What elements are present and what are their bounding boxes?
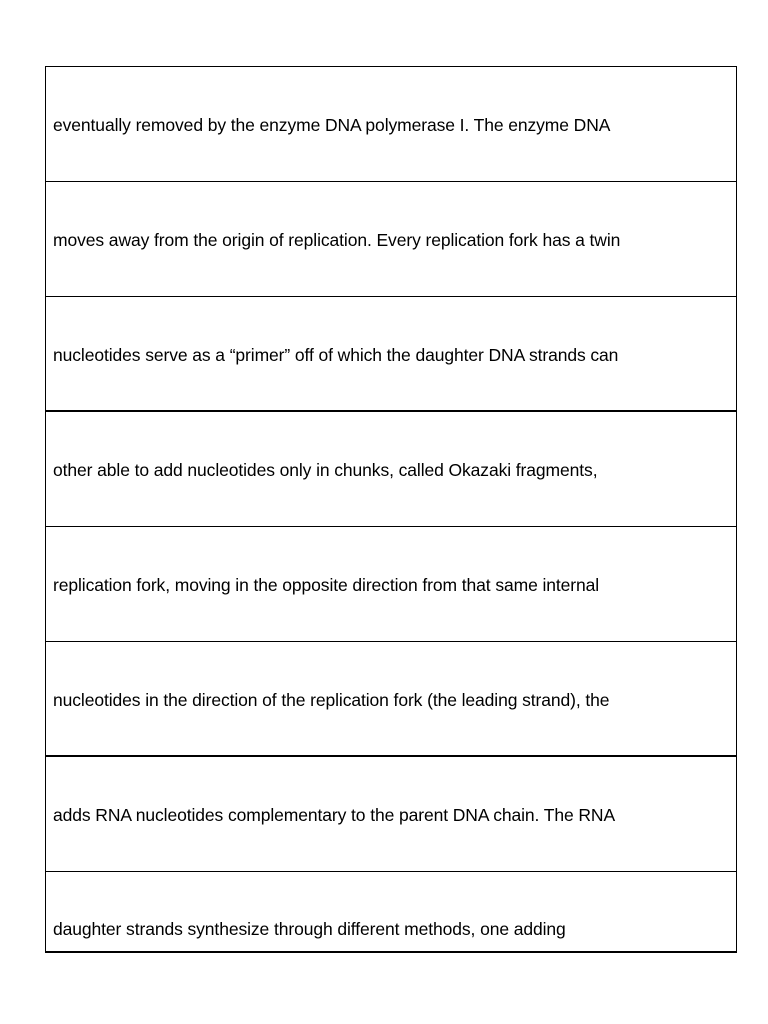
strip-text: nucleotides serve as a “primer” off of which the daughter DNA strands can: [53, 345, 619, 365]
strip-text: adds RNA nucleotides complementary to the parent DNA chain. The RNA: [53, 805, 616, 825]
strip-text: daughter strands synthesize through different methods, one adding: [53, 919, 566, 939]
strip-text: eventually removed by the enzyme DNA polymerase I. The enzyme DNA: [53, 115, 611, 135]
sentence-strip: [46, 757, 736, 872]
sentence-strip-table: [45, 66, 737, 953]
sentence-strip: [46, 872, 736, 953]
strip-text: moves away from the origin of replication. Every replication fork has a twin: [53, 230, 621, 250]
sentence-strip: [46, 67, 736, 182]
sentence-strip: [46, 297, 736, 412]
sentence-strip: [46, 412, 736, 527]
sentence-strip: [46, 527, 736, 642]
sentence-strip: [46, 642, 736, 757]
strip-text: nucleotides in the direction of the replication fork (the leading strand), the: [53, 690, 610, 710]
sentence-strip: [46, 182, 736, 297]
strip-text: other able to add nucleotides only in chunks, called Okazaki fragments,: [53, 460, 598, 480]
strip-text: replication fork, moving in the opposite direction from that same internal: [53, 575, 600, 595]
